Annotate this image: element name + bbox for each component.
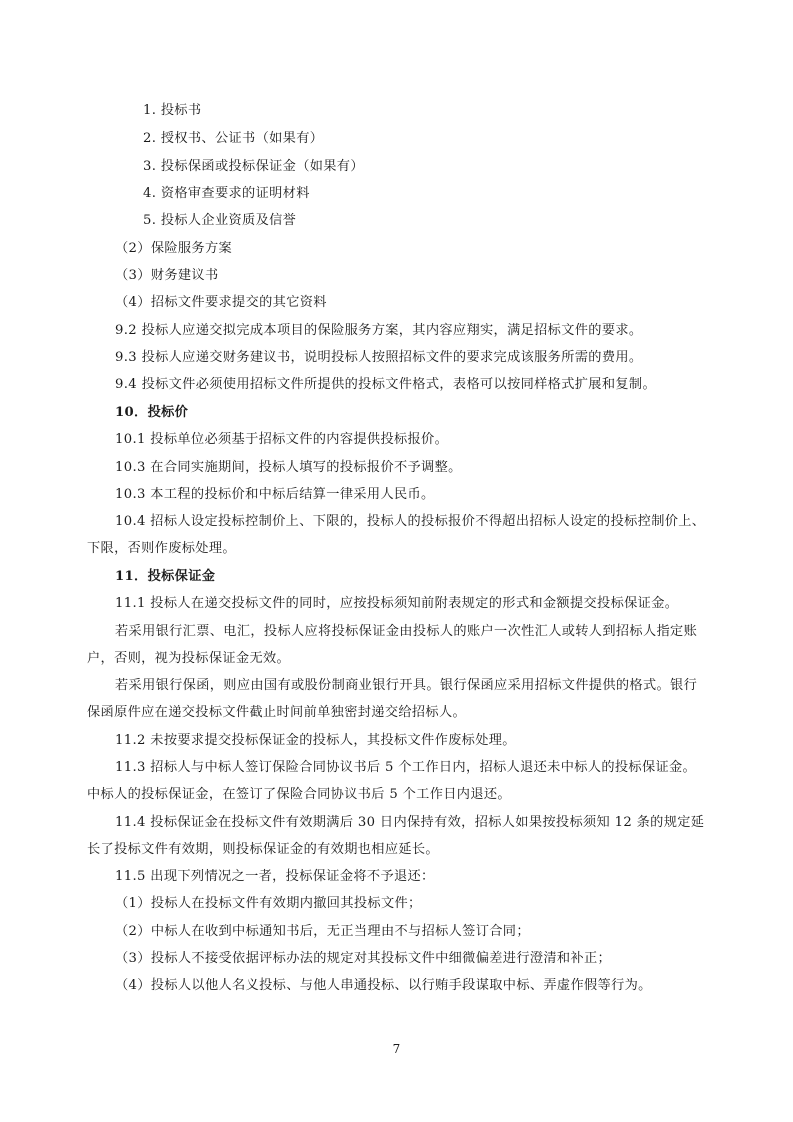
list-item: （3）财务建议书 xyxy=(115,268,219,283)
list-item: （4）投标人以他人名义投标、与他人串通投标、以行贿手段谋取中标、弄虚作假等行为。 xyxy=(115,978,652,993)
clause-paragraph: 9.4 投标文件必须使用招标文件所提供的投标文件格式，表格可以按同样格式扩展和复制。 xyxy=(115,377,656,392)
page-number: 7 xyxy=(392,1042,401,1056)
clause-paragraph: 9.2 投标人应递交拟完成本项目的保险服务方案，其内容应翔实，满足招标文件的要求。 xyxy=(115,323,643,338)
clause-paragraph: 11.1 投标人在递交投标文件的同时，应按投标须知前附表规定的形式和金额提交投标保证金。 xyxy=(115,596,679,611)
list-item: 2. 授权书、公证书（如果有） xyxy=(143,131,324,146)
list-item: （3）投标人不接受依据评标办法的规定对其投标文件中细微偏差进行澄清和补正； xyxy=(115,951,612,966)
list-item: （4）招标文件要求提交的其它资料 xyxy=(115,295,327,310)
clause-paragraph-continued: 长了投标文件有效期，则投标保证金的有效期也相应延长。 xyxy=(87,842,439,857)
clause-paragraph: 11.5 出现下列情况之一者，投标保证金将不予退还： xyxy=(115,869,435,884)
clause-paragraph: 若采用银行汇票、电汇，投标人应将投标保证金由投标人的账户一次性汇人或转人到招标人指定账 xyxy=(115,624,698,639)
clause-paragraph: 11.2 未按要求提交投标保证金的投标人，其投标文件作废标处理。 xyxy=(115,733,516,748)
clause-paragraph-continued: 中标人的投标保证金，在签订了保险合同协议书后 5 个工作日内退还。 xyxy=(87,787,511,802)
clause-paragraph-continued: 保函原件应在递交投标文件截止时间前单独密封递交给招标人。 xyxy=(87,705,467,720)
clause-paragraph: 9.3 投标人应递交财务建议书，说明投标人按照招标文件的要求完成该服务所需的费用。 xyxy=(115,350,643,365)
list-item: 1. 投标书 xyxy=(143,103,202,118)
clause-paragraph: 10.3 在合同实施期间，投标人填写的投标报价不予调整。 xyxy=(115,460,462,475)
clause-paragraph: 11.3 招标人与中标人签订保险合同协议书后 5 个工作日内，招标人退还未中标人的投标保证金。 xyxy=(115,760,697,775)
clause-paragraph: 11.4 投标保证金在投标文件有效期满后 30 日内保持有效，招标人如果按投标须知 12 条的规定延 xyxy=(115,815,705,830)
clause-paragraph: 若采用银行保函，则应由国有或股份制商业银行开具。银行保函应采用招标文件提供的格式。银行 xyxy=(115,678,698,693)
list-item: （2）保险服务方案 xyxy=(115,241,233,256)
list-item: （2）中标人在收到中标通知书后，无正当理由不与招标人签订合同； xyxy=(115,924,530,939)
clause-paragraph: 10.1 投标单位必须基于招标文件的内容提供投标报价。 xyxy=(115,432,449,447)
section-heading: 10．投标价 xyxy=(115,405,189,420)
clause-paragraph-continued: 下限，否则作废标处理。 xyxy=(87,541,236,556)
clause-paragraph-continued: 户，否则，视为投标保证金无效。 xyxy=(87,651,291,666)
list-item: 4. 资格审查要求的证明材料 xyxy=(143,186,310,201)
clause-paragraph: 10.4 招标人设定投标控制价上、下限的，投标人的投标报价不得超出招标人设定的投标控制价上、 xyxy=(115,514,706,529)
list-item: 5. 投标人企业资质及信誉 xyxy=(143,213,297,228)
clause-paragraph: 10.3 本工程的投标价和中标后结算一律采用人民币。 xyxy=(115,487,435,502)
list-item: （1）投标人在投标文件有效期内撤回其投标文件； xyxy=(115,896,422,911)
list-item: 3. 投标保函或投标保证金（如果有） xyxy=(143,159,364,174)
section-heading: 11．投标保证金 xyxy=(115,569,216,584)
